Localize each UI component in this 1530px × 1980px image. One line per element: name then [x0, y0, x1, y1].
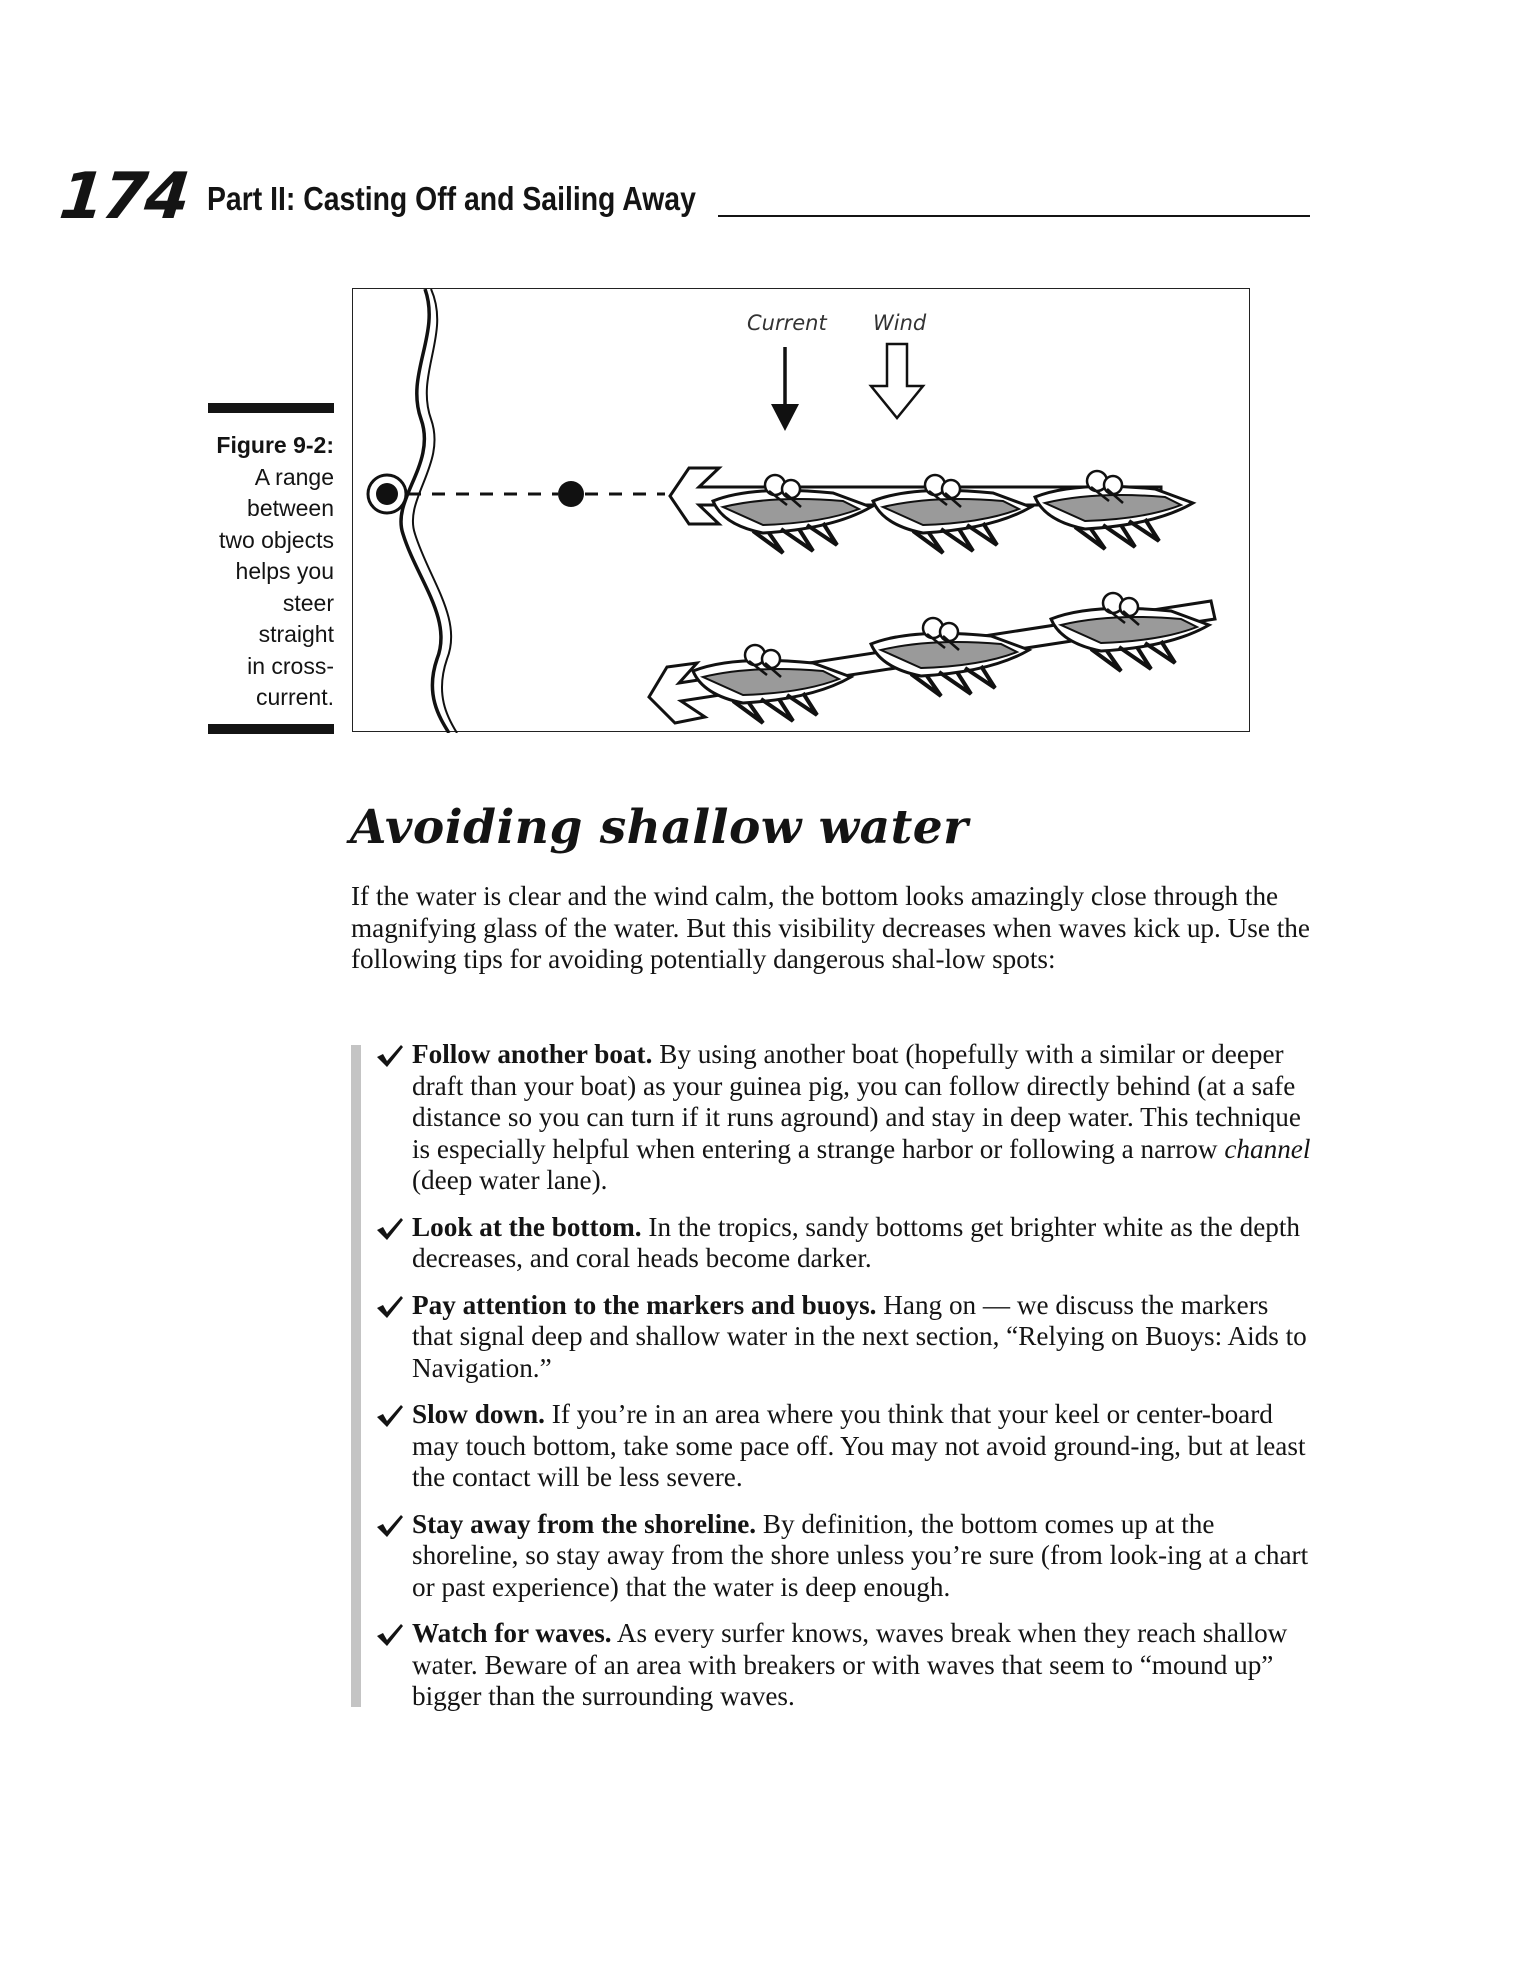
caption-line: current. — [256, 684, 334, 710]
tip-heading: Follow another boat. — [412, 1039, 653, 1069]
current-label: Current — [747, 311, 827, 335]
checkmark-icon — [374, 1620, 404, 1648]
list-item — [412, 1399, 1314, 1494]
caption-line: A range — [254, 463, 334, 490]
tip-heading: Stay away from the shoreline. — [412, 1508, 757, 1539]
list-item — [412, 1618, 1314, 1713]
range-illustration — [353, 289, 1251, 733]
tip-text-end: (deep water lane). — [412, 1165, 608, 1195]
caption-line: between — [247, 495, 334, 521]
caption-line: in cross- — [247, 652, 334, 679]
wind-label: Wind — [873, 311, 927, 335]
figure-range-diagram — [352, 288, 1250, 732]
caption-line: straight — [258, 621, 334, 647]
checkmark-icon — [374, 1292, 404, 1320]
list-item — [412, 1290, 1314, 1385]
tips-list — [412, 1039, 1314, 1728]
checkmark-icon — [374, 1041, 404, 1069]
header-rule — [718, 215, 1310, 217]
tip-heading: Watch for waves. — [412, 1618, 612, 1648]
figure-label: Figure 9-2: — [216, 432, 334, 458]
caption-line: helps you — [235, 558, 334, 584]
caption-line: steer — [282, 589, 334, 616]
wind-arrow — [871, 344, 923, 418]
section-title: Avoiding shallow water — [350, 800, 969, 855]
checkmark-icon — [374, 1401, 404, 1429]
tip-text: By definition, the bottom comes up at the shoreline, so stay away from the shore unless you’re sure (from look-ing at a chart or past experience) that the water is deep enough. — [412, 1508, 1309, 1602]
tip-text: In the tropics, sandy bottoms get brighter white as the depth decreases, and coral heads become darker. — [412, 1211, 1301, 1273]
current-arrow-head — [771, 404, 799, 431]
intro-paragraph: If the water is clear and the wind calm, the bottom looks amazingly close through the magnifying glass of the water. But this visibility decreases when waves kick up. Use the following tips for avoiding potentially dangerous shal-low spots: — [351, 881, 1310, 974]
caption-top-bar — [208, 403, 334, 413]
list-item — [412, 1212, 1314, 1275]
tip-text: If you’re in an area where you think that your keel or center-board may touch bottom, take some pace off. You may not avoid ground-ing, but at least the contact will be less severe. — [412, 1399, 1306, 1492]
checkmark-icon — [374, 1511, 404, 1539]
running-head: Part II: Casting Off and Sailing Away — [207, 180, 696, 217]
tip-text: As every surfer knows, waves break when they reach shallow water. Beware of an area with breakers or with waves that seem to “mound up” bigger than the surrounding waves. — [412, 1618, 1288, 1711]
range-front-marker — [558, 481, 584, 507]
checkmark-icon — [374, 1214, 404, 1242]
tip-list-bar — [351, 1045, 361, 1707]
range-rear-dot — [376, 483, 398, 505]
caption-line: two objects — [218, 526, 334, 553]
tip-heading: Pay attention to the markers and buoys. — [412, 1289, 877, 1320]
list-item — [412, 1039, 1314, 1197]
page-number: 174 — [56, 160, 192, 234]
caption-bottom-bar — [208, 724, 334, 734]
tip-heading: Slow down. — [412, 1399, 545, 1429]
tip-italic-term: channel — [1224, 1133, 1311, 1164]
figure-caption — [208, 430, 334, 714]
tip-text: By using another boat (hopefully with a similar or deeper draft than your boat) as your guinea pig, you can follow directly behind (at a safe distance so you can turn if it runs aground) and stay in deep water. This technique is especially helpful when entering a strange harbor or following a narrow — [412, 1039, 1301, 1164]
list-item — [412, 1509, 1314, 1604]
tip-heading: Look at the bottom. — [412, 1211, 642, 1242]
shoreline — [401, 289, 449, 733]
tip-text: Hang on — we discuss the markers that signal deep and shallow water in the next section, “Relying on Buoys: Aids to Navigation.” — [412, 1289, 1307, 1383]
